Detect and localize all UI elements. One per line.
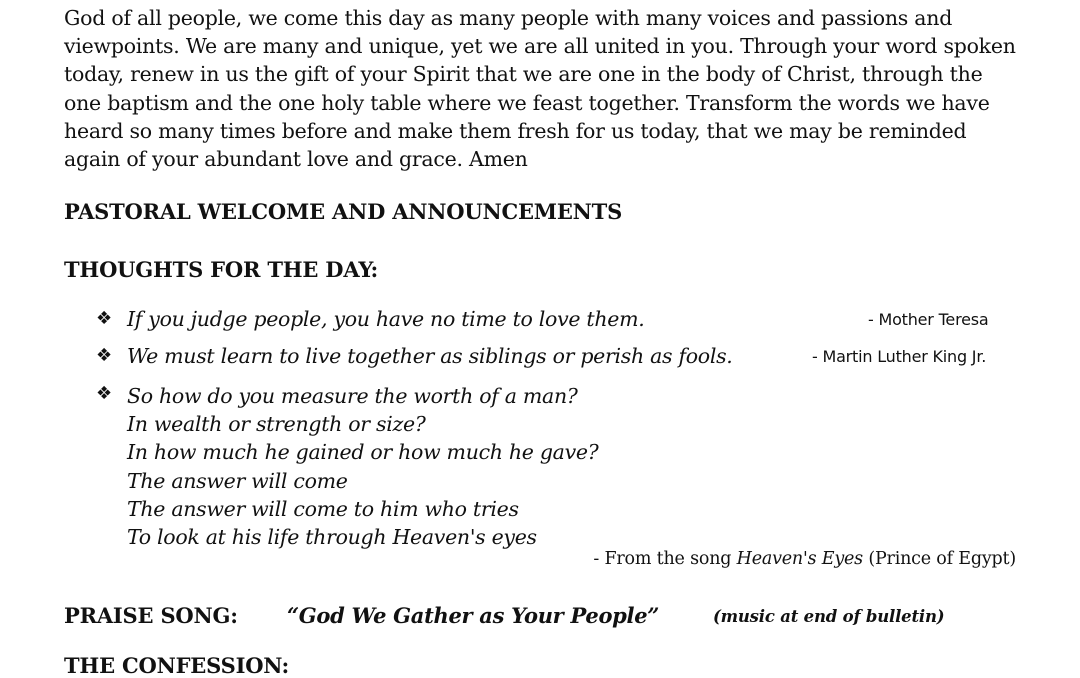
quote-text: If you judge people, you have no time to love them.	[127, 307, 645, 331]
praise-song-label: PRAISE SONG:	[64, 603, 238, 628]
lyric-line: In wealth or strength or size?	[127, 412, 426, 437]
lyric-line: In how much he gained or how much he gave?	[127, 440, 599, 465]
quote-author: - Martin Luther King Jr.	[812, 347, 987, 366]
lyric-line: The answer will come	[127, 468, 348, 493]
diamond-bullet-icon: ❖	[96, 345, 113, 366]
praise-song-title: “God We Gather as Your People”	[287, 603, 660, 628]
pastoral-welcome-heading: PASTORAL WELCOME AND ANNOUNCEMENTS	[64, 199, 623, 224]
lyric-line: To look at his life through Heaven's eyes	[127, 525, 537, 550]
lyric-line: The answer will come to him who tries	[127, 496, 519, 521]
song-credit-prefix: - From the song	[593, 549, 737, 569]
song-lyrics	[127, 382, 598, 551]
song-credit-suffix: (Prince of Egypt)	[862, 549, 1016, 569]
song-credit-title: Heaven's Eyes	[736, 549, 863, 569]
song-credit	[593, 549, 1016, 569]
lyric-line: So how do you measure the worth of a man?	[127, 384, 578, 408]
quote-author: - Mother Teresa	[868, 310, 989, 329]
diamond-bullet-icon: ❖	[96, 308, 113, 329]
diamond-bullet-icon: ❖	[96, 383, 113, 404]
thoughts-for-the-day-heading: THOUGHTS FOR THE DAY:	[64, 257, 379, 282]
confession-heading: THE CONFESSION:	[64, 653, 290, 678]
praise-song-note: (music at end of bulletin)	[713, 607, 945, 626]
opening-prayer: God of all people, we come this day as many people with many voices and passions and viewpoints. We are many and unique, yet we are all united in you. Through your word spoken today, renew in us the gift of your Spirit that we are one in the body of Christ, through the one baptism and the one holy table where we feast together. Transform the words we have heard so many times before and make them fresh for us today, that we may be reminded again of your abundant love and grace. Amen	[64, 6, 1016, 172]
quote-text: We must learn to live together as siblings or perish as fools.	[127, 344, 733, 368]
